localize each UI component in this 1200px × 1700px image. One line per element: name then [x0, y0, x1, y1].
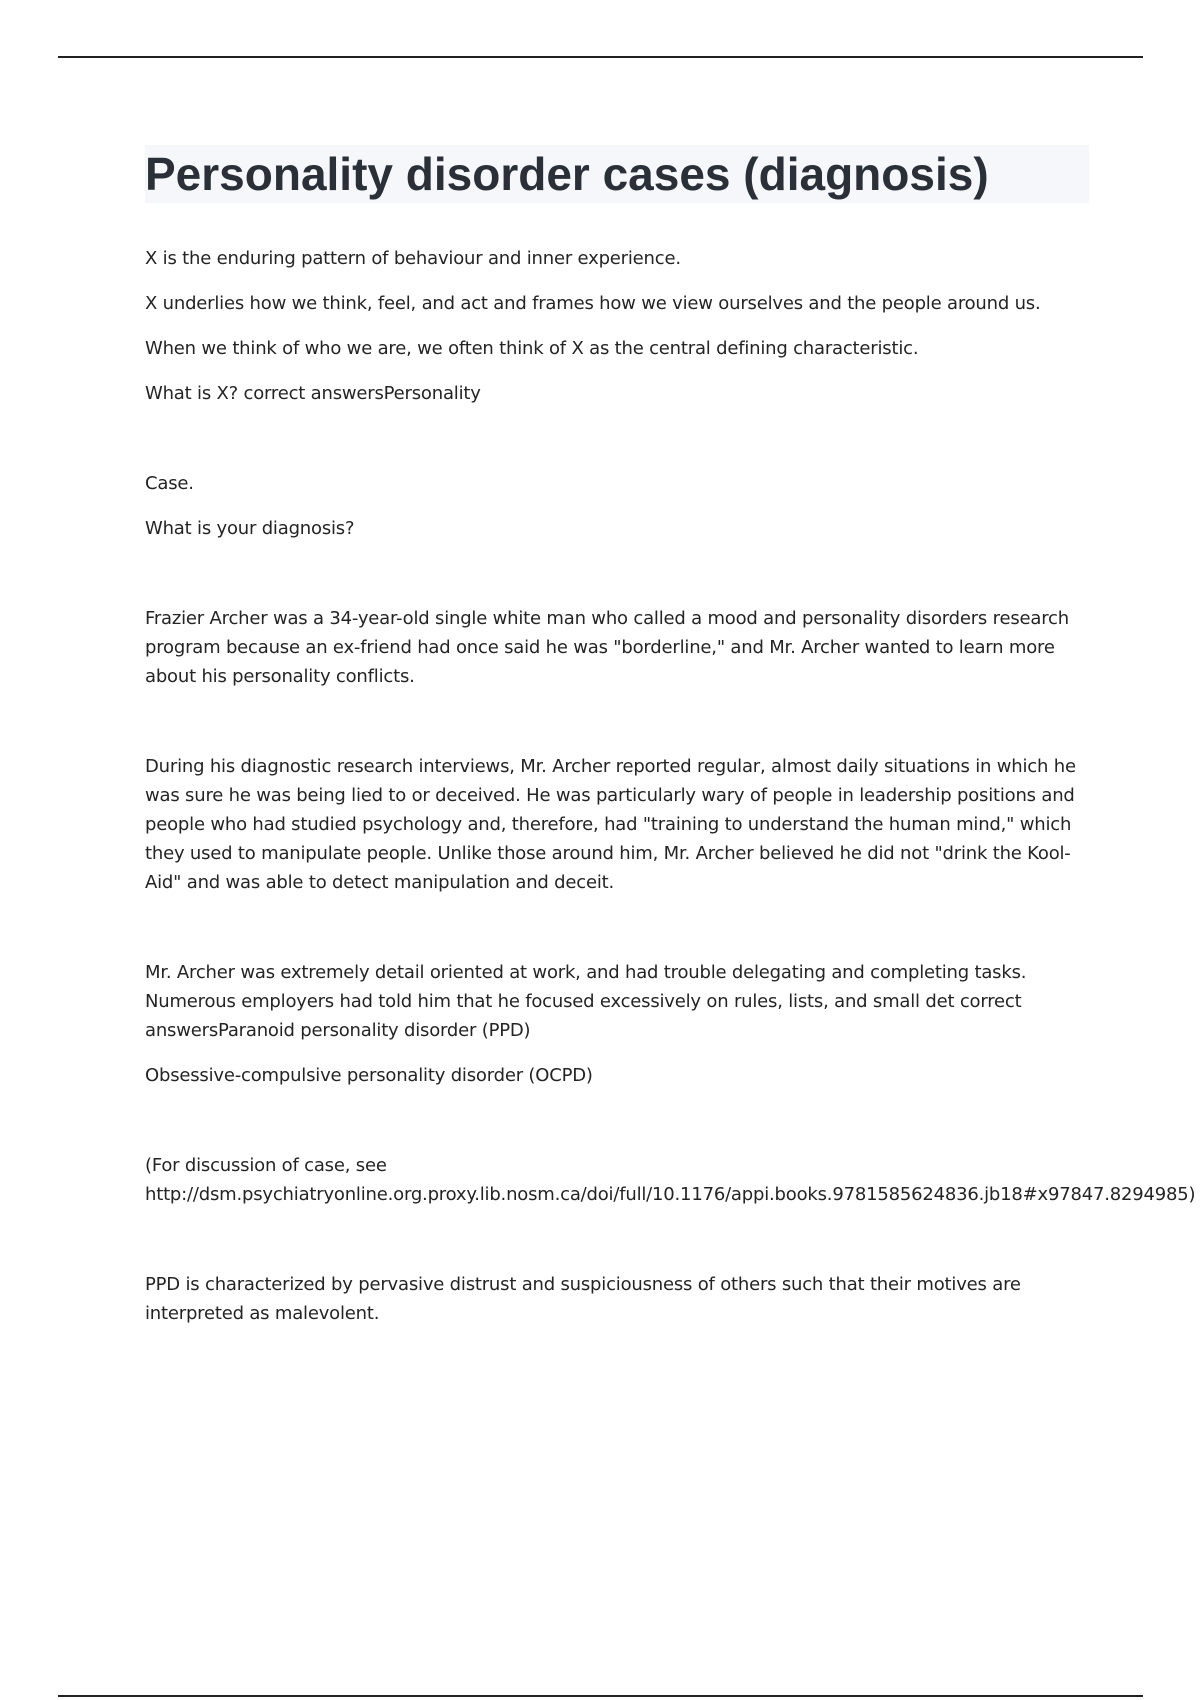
paragraph-case-work: Mr. Archer was extremely detail oriented at work, and had trouble delegating and completing tasks. Numerous employers had told him that he focused excessively on rules, lists, and small det correct answersParanoid personality disorder (PPD) [145, 962, 1027, 1041]
paragraph-question-answer: What is X? correct answersPersonality [145, 383, 481, 404]
paragraph-diagnosis-question: What is your diagnosis? [145, 518, 355, 539]
document-body [145, 244, 1196, 1328]
paragraph-ocpd: Obsessive-compulsive personality disorder (OCPD) [145, 1065, 593, 1086]
top-divider [58, 56, 1143, 58]
paragraph-ppd-definition: PPD is characterized by pervasive distrust and suspiciousness of others such that their motives are interpreted as malevolent. [145, 1274, 1021, 1324]
title-banner [145, 145, 1089, 203]
paragraph-x-definition: X is the enduring pattern of behaviour and inner experience. [145, 248, 681, 269]
paragraph-x-underlies: X underlies how we think, feel, and act and frames how we view ourselves and the people around us. [145, 293, 1041, 314]
paragraph-x-central: When we think of who we are, we often think of X as the central defining characteristic. [145, 338, 919, 359]
paragraph-discussion-link: (For discussion of case, see http://dsm.psychiatryonline.org.proxy.lib.nosm.ca/doi/full/10.1176/appi.books.9781585624836.jb18#x97847.8294985) [145, 1155, 1196, 1205]
page-title: Personality disorder cases (diagnosis) [145, 148, 989, 200]
bottom-divider [58, 1695, 1143, 1697]
paragraph-case-interviews: During his diagnostic research interviews, Mr. Archer reported regular, almost daily situations in which he was sure he was being lied to or deceived. He was particularly wary of people in leadership positions and people who had studied psychology and, therefore, had "training to understand the human mind," which they used to manipulate people. Unlike those around him, Mr. Archer believed he did not "drink the Kool-Aid" and was able to detect manipulation and deceit. [145, 756, 1076, 893]
paragraph-case-intro: Frazier Archer was a 34-year-old single white man who called a mood and personality disorders research program because an ex-friend had once said he was "borderline," and Mr. Archer wanted to learn more about his personality conflicts. [145, 608, 1069, 687]
paragraph-case-label: Case. [145, 473, 194, 494]
